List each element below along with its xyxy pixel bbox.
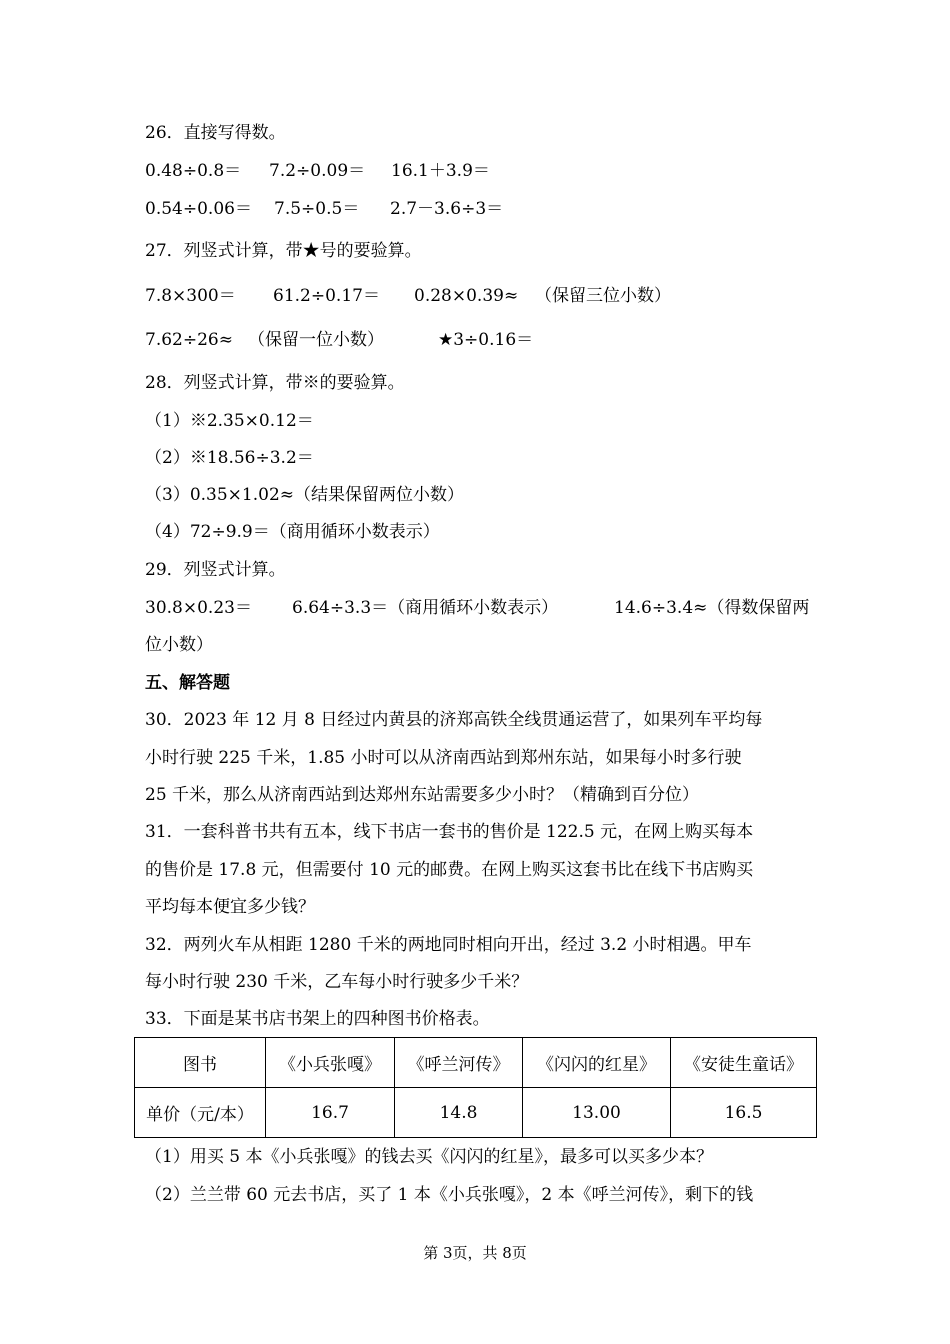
q27-r2-a: 7.62÷26≈: [145, 330, 233, 350]
q30-line-3: 25 千米，那么从济南西站到达郑州东站需要多少小时？（精确到百分位）: [145, 785, 700, 805]
q26-row2: [145, 198, 503, 220]
table-cell: 单价（元/本）: [135, 1088, 266, 1138]
table-cell: 《安徒生童话》: [671, 1038, 817, 1088]
q33-sub-2: （2）兰兰带 60 元去书店，买了 1 本《小兵张嘎》，2 本《呼兰河传》，剩下的钱: [145, 1185, 754, 1205]
q27-r2-b: （保留一位小数）: [248, 330, 384, 350]
q28-title: 28．列竖式计算，带※的要验算。: [145, 373, 405, 393]
q27-r1-b: 61.2÷0.17＝: [273, 286, 380, 306]
q26-r1-b: 7.2÷0.09＝: [269, 161, 366, 181]
q31-line-2: 的售价是 17.8 元，但需要付 10 元的邮费。在网上购买这套书比在线下书店购买: [145, 860, 754, 880]
q29-r1-c: 14.6÷3.4≈（得数保留两: [614, 598, 810, 618]
q29-r1-a: 30.8×0.23＝: [145, 598, 252, 618]
q28-item-2: （2）※18.56÷3.2＝: [145, 448, 314, 468]
q30-line-2: 小时行驶 225 千米，1.85 小时可以从济南西站到郑州东站，如果每小时多行驶: [145, 748, 742, 768]
section-heading: 五、解答题: [145, 673, 230, 693]
table-cell: 《呼兰河传》: [395, 1038, 523, 1088]
q26-r2-a: 0.54÷0.06＝: [145, 199, 252, 219]
table-cell: 14.8: [395, 1088, 523, 1138]
table-cell: 13.00: [523, 1088, 671, 1138]
q29-row1: [145, 597, 809, 619]
q27-row1: [145, 285, 671, 307]
q26-r1-c: 16.1＋3.9＝: [391, 161, 490, 181]
q28-item-4: （4）72÷9.9＝（商用循环小数表示）: [145, 522, 440, 542]
table-cell: 《闪闪的红星》: [523, 1038, 671, 1088]
q26-r1-a: 0.48÷0.8＝: [145, 161, 242, 181]
table-cell: 16.7: [266, 1088, 395, 1138]
table-row: [135, 1088, 817, 1138]
price-table: [134, 1037, 817, 1138]
q32-line-1: 32．两列火车从相距 1280 千米的两地同时相向开出，经过 3.2 小时相遇。甲车: [145, 935, 752, 955]
page-footer: 第 3页，共 8页: [423, 1244, 527, 1262]
q29-r1-b: 6.64÷3.3＝（商用循环小数表示）: [292, 598, 559, 618]
q33-sub-1: （1）用买 5 本《小兵张嘎》的钱去买《闪闪的红星》，最多可以买多少本？: [145, 1147, 713, 1167]
q30-line-1: 30．2023 年 12 月 8 日经过内黄县的济郑高铁全线贯通运营了，如果列车平均每: [145, 710, 763, 730]
q27-row2: [145, 329, 533, 351]
q26-row1: [145, 160, 490, 182]
q26-r2-c: 2.7－3.6÷3＝: [390, 199, 504, 219]
table-header-row: [135, 1038, 817, 1088]
q27-r1-a: 7.8×300＝: [145, 286, 236, 306]
q29-title: 29．列竖式计算。: [145, 560, 286, 580]
q33-title: 33．下面是某书店书架上的四种图书价格表。: [145, 1009, 490, 1029]
q29-row2: 位小数）: [145, 635, 213, 655]
q32-line-2: 每小时行驶 230 千米，乙车每小时行驶多少千米？: [145, 972, 529, 992]
table-cell: 《小兵张嘎》: [266, 1038, 395, 1088]
q31-line-1: 31．一套科普书共有五本，线下书店一套书的售价是 122.5 元，在网上购买每本: [145, 822, 754, 842]
q26-title: 26．直接写得数。: [145, 123, 286, 143]
q28-item-3: （3）0.35×1.02≈（结果保留两位小数）: [145, 485, 465, 505]
q26-r2-b: 7.5÷0.5＝: [274, 199, 360, 219]
q27-r1-c: 0.28×0.39≈: [414, 286, 519, 306]
q27-r2-c: ★3÷0.16＝: [438, 330, 534, 350]
table-cell: 图书: [135, 1038, 266, 1088]
table-cell: 16.5: [671, 1088, 817, 1138]
q27-r1-d: （保留三位小数）: [535, 286, 671, 306]
q28-item-1: （1）※2.35×0.12＝: [145, 411, 314, 431]
q31-line-3: 平均每本便宜多少钱？: [145, 897, 315, 917]
q27-title: 27．列竖式计算，带★号的要验算。: [145, 241, 422, 261]
